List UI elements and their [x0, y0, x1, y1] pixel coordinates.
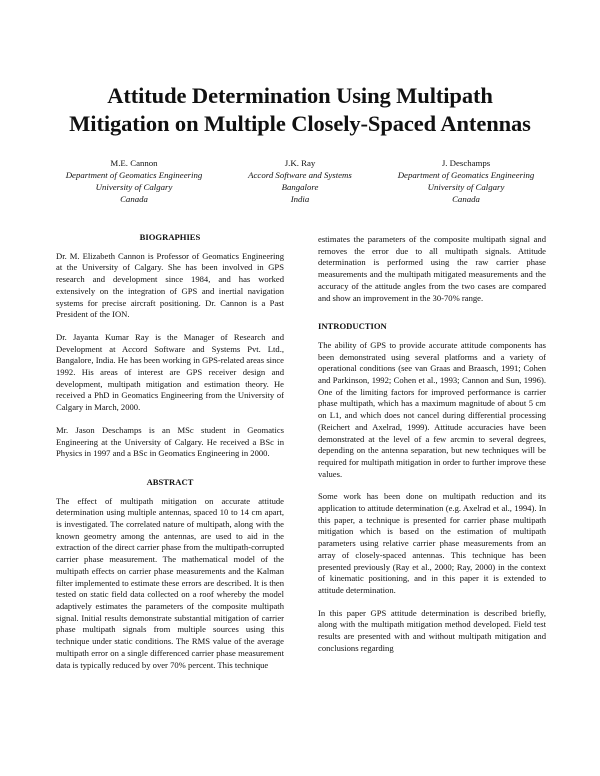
- author-country: Canada: [452, 194, 480, 204]
- author-block-deschamps: [366, 157, 566, 205]
- bio-paragraph-ray: Dr. Jayanta Kumar Ray is the Manager of Research and Development at Accord Software and Systems Pvt. Ltd., Bangalore, India. He has been working in GPS-related areas since 1992. His areas of interest are GPS receiver design and development, multipath mitigation and estimation theory. He received a PhD in Geomatics Engineering from the University of Calgary in March, 2000.: [56, 331, 284, 413]
- author-company: Accord Software and Systems: [248, 170, 352, 180]
- author-country: India: [290, 194, 310, 204]
- biographies-heading: BIOGRAPHIES: [139, 232, 201, 242]
- title-line-1: Attitude Determination Using Multipath: [107, 83, 493, 108]
- title-line-2: Mitigation on Multiple Closely-Spaced Antennas: [69, 111, 531, 136]
- right-column: [318, 234, 546, 666]
- author-name: J.K. Ray: [284, 158, 316, 168]
- intro-paragraph-2: Some work has been done on multipath reduction and its application to attitude determination (e.g. Axelrad et al., 1994). In this paper, a technique is presented for carrier phase multipath mitigation which is based on the estimation of multipath parameters using relative carrier phase measurements from an array of closely-spaced antennas. This technique has been presented previously (Ray et al., 2000; Ray, 2000) in the context of kinematic positioning, and in this paper it is extended to attitude determination.: [318, 491, 546, 595]
- author-institution: University of Calgary: [427, 182, 505, 192]
- author-country: Canada: [120, 194, 148, 204]
- abstract-text: The effect of multipath mitigation on accurate attitude determination using multiple antennas, spaced 10 to 14 cm apart, is investigated. The correlated nature of multipath, along with the known geometry among the antennas, are used to aid in the extraction of the direct carrier phase from the multipath-corrupted carrier phase measurement. The mathematical model of the multipath effects on carrier phase measurements and the Kalman filter implemented to estimate these errors are described. It is then tested on static field data collected on a roof whereby the model adaptively estimates the parameters of the composite multipath signal. Initial results demonstrate substantial mitigation of carrier phase multipath signals from multiple sources using this technique under static conditions. The RMS value of the average multipath error on a single differenced carrier phase measurement data is typically reduced by over 70% percent. This technique: [56, 495, 284, 670]
- author-name: M.E. Cannon: [110, 158, 158, 168]
- intro-paragraph-3: In this paper GPS attitude determination is described briefly, along with the multipath mitigation method developed. Field test results are presented with and without multipath mitigation and conclusions regarding: [318, 607, 546, 653]
- author-department: Department of Geomatics Engineering: [65, 170, 203, 180]
- author-name: J. Deschamps: [441, 158, 491, 168]
- intro-paragraph-1: The ability of GPS to provide accurate attitude components has been demonstrated using several platforms and a variety of operational conditions (see van Graas and Braasch, 1991; Cohen and Parkinson, 1992; Cohen et al., 1993; Cannon and Sun, 1996). One of the limiting factors for improved performance is carrier phase multipath, which has a maximum magnitude of about 5 cm on L1, and which does not cancel during differential processing (Reichert and Axelrad, 1999). Attitude accuracies have been demonstrated at the level of a few arcmin to several degrees, depending on the antenna separation, but new techniques will be required for multipath mitigation in order to further improve these values.: [318, 339, 546, 479]
- bio-paragraph-cannon: Dr. M. Elizabeth Cannon is Professor of Geomatics Engineering at the University of Calgary. She has been involved in GPS research and development since 1984, and has worked extensively on the integration of GPS and inertial navigation systems for precise aircraft positioning. Dr. Cannon is a Past President of the ION.: [56, 250, 284, 320]
- introduction-heading: INTRODUCTION: [318, 321, 387, 332]
- author-institution: University of Calgary: [95, 182, 173, 192]
- author-department: Department of Geomatics Engineering: [397, 170, 535, 180]
- left-column: [56, 232, 284, 682]
- abstract-heading: ABSTRACT: [146, 476, 194, 487]
- abstract-continuation: estimates the parameters of the composite multipath signal and removes the error due to all multipath signals. Attitude determination is performed using the raw carrier phase measurements and the multipath mitigated measurements and the accuracy of the attitude angles from the two cases are compared and show an improvement in the 30-70% range.: [318, 234, 546, 303]
- author-city: Bangalore: [281, 182, 319, 192]
- paper-title: [20, 82, 580, 138]
- bio-paragraph-deschamps: Mr. Jason Deschamps is an MSc student in Geomatics Engineering at the University of Calgary. He received a BSc in Physics in 1997 and a BSc in Geomatics Engineering in 2000.: [56, 424, 284, 459]
